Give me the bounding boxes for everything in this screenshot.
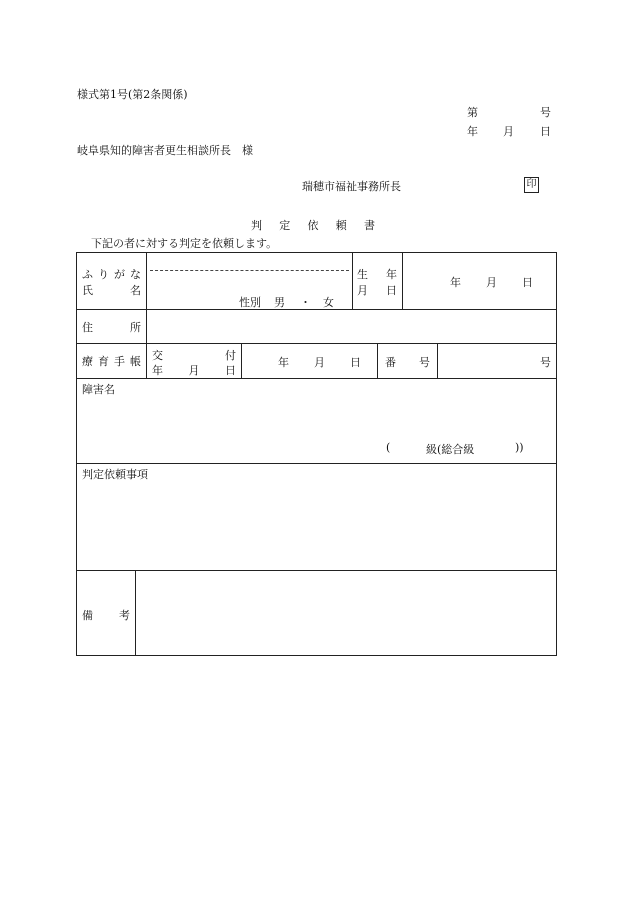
label-char: 生 bbox=[357, 268, 368, 281]
number-label bbox=[385, 354, 430, 370]
form-number: 様式第1号(第2条関係) bbox=[77, 88, 188, 101]
address-label bbox=[82, 319, 141, 335]
issue-month: 月 bbox=[314, 356, 325, 369]
disability-label: 障害名 bbox=[82, 383, 115, 396]
issue-day: 日 bbox=[350, 356, 361, 369]
rule bbox=[76, 252, 77, 656]
doc-date-year: 年 bbox=[467, 125, 478, 138]
rule bbox=[76, 309, 557, 310]
recipient: 岐阜県知的障害者更生相談所長 様 bbox=[77, 144, 253, 157]
label-char: 交 bbox=[152, 349, 163, 362]
grade-label: 級(総合級 bbox=[426, 443, 475, 456]
title-char: 書 bbox=[364, 219, 375, 232]
label-char: が bbox=[114, 268, 125, 281]
birth-label-2 bbox=[357, 282, 397, 298]
label-char: な bbox=[130, 268, 141, 281]
birth-year: 年 bbox=[450, 276, 461, 289]
label-char: 名 bbox=[130, 284, 141, 297]
furigana-label bbox=[82, 266, 141, 282]
rule bbox=[241, 343, 242, 378]
grade-open-paren: ( bbox=[386, 441, 391, 454]
rule bbox=[76, 378, 557, 379]
label-char: 育 bbox=[98, 355, 109, 368]
furigana-divider bbox=[150, 270, 349, 271]
request-items-label: 判定依頼事項 bbox=[82, 468, 148, 481]
label-char: 月 bbox=[188, 364, 200, 377]
label-char: 日 bbox=[386, 284, 397, 297]
birth-label-1 bbox=[357, 266, 397, 282]
label-char: 考 bbox=[119, 609, 130, 622]
label-char: 番 bbox=[385, 356, 396, 369]
rule bbox=[352, 252, 353, 309]
label-char: 号 bbox=[419, 356, 430, 369]
rule bbox=[377, 343, 378, 378]
issued-label-1 bbox=[152, 347, 236, 363]
sex-label: 性別 bbox=[239, 296, 261, 309]
title-char: 定 bbox=[279, 219, 291, 232]
doc-date-month: 月 bbox=[503, 125, 514, 138]
rule bbox=[437, 343, 438, 378]
document-title bbox=[251, 217, 375, 233]
rule bbox=[135, 570, 136, 655]
label-char: 所 bbox=[130, 321, 141, 334]
label-char: 手 bbox=[114, 355, 125, 368]
rule bbox=[76, 655, 557, 656]
doc-date-day: 日 bbox=[540, 125, 551, 138]
birth-month: 月 bbox=[486, 276, 497, 289]
label-char: ふ bbox=[82, 268, 93, 281]
title-char: 頼 bbox=[335, 219, 347, 232]
intro-text: 下記の者に対する判定を依頼します。 bbox=[91, 237, 278, 250]
title-char: 依 bbox=[307, 219, 319, 232]
title-char: 判 bbox=[251, 219, 262, 232]
label-char: 日 bbox=[225, 364, 236, 377]
label-char: 備 bbox=[82, 609, 93, 622]
number-suffix: 号 bbox=[540, 356, 551, 369]
rule bbox=[146, 343, 147, 378]
rule bbox=[76, 570, 557, 571]
label-char: 年 bbox=[386, 268, 397, 281]
name-label bbox=[82, 282, 141, 298]
grade-close-paren: )) bbox=[515, 441, 524, 454]
label-char: り bbox=[98, 268, 109, 281]
rule bbox=[556, 252, 557, 656]
rule bbox=[146, 309, 147, 343]
issued-label-2 bbox=[152, 362, 236, 378]
seal-mark: 印 bbox=[524, 177, 539, 193]
issue-year: 年 bbox=[278, 356, 289, 369]
rule bbox=[402, 252, 403, 309]
birth-day: 日 bbox=[522, 276, 533, 289]
doc-no-go: 号 bbox=[540, 106, 551, 119]
ryoiku-label bbox=[82, 353, 141, 369]
sex-separator: ・ bbox=[300, 296, 311, 309]
label-char: 療 bbox=[82, 355, 93, 368]
sex-male[interactable]: 男 bbox=[274, 296, 285, 309]
label-char: 氏 bbox=[82, 284, 93, 297]
label-char: 住 bbox=[82, 321, 93, 334]
label-char: 付 bbox=[225, 349, 236, 362]
rule bbox=[76, 463, 557, 464]
label-char: 年 bbox=[152, 364, 163, 377]
label-char: 月 bbox=[357, 284, 368, 297]
label-char: 帳 bbox=[130, 355, 141, 368]
rule bbox=[76, 252, 557, 253]
sender: 瑞穂市福祉事務所長 bbox=[302, 180, 401, 193]
rule bbox=[76, 343, 557, 344]
doc-no-dai: 第 bbox=[467, 106, 478, 119]
remarks-label bbox=[82, 607, 130, 623]
rule bbox=[146, 252, 147, 309]
sex-female[interactable]: 女 bbox=[323, 296, 334, 309]
